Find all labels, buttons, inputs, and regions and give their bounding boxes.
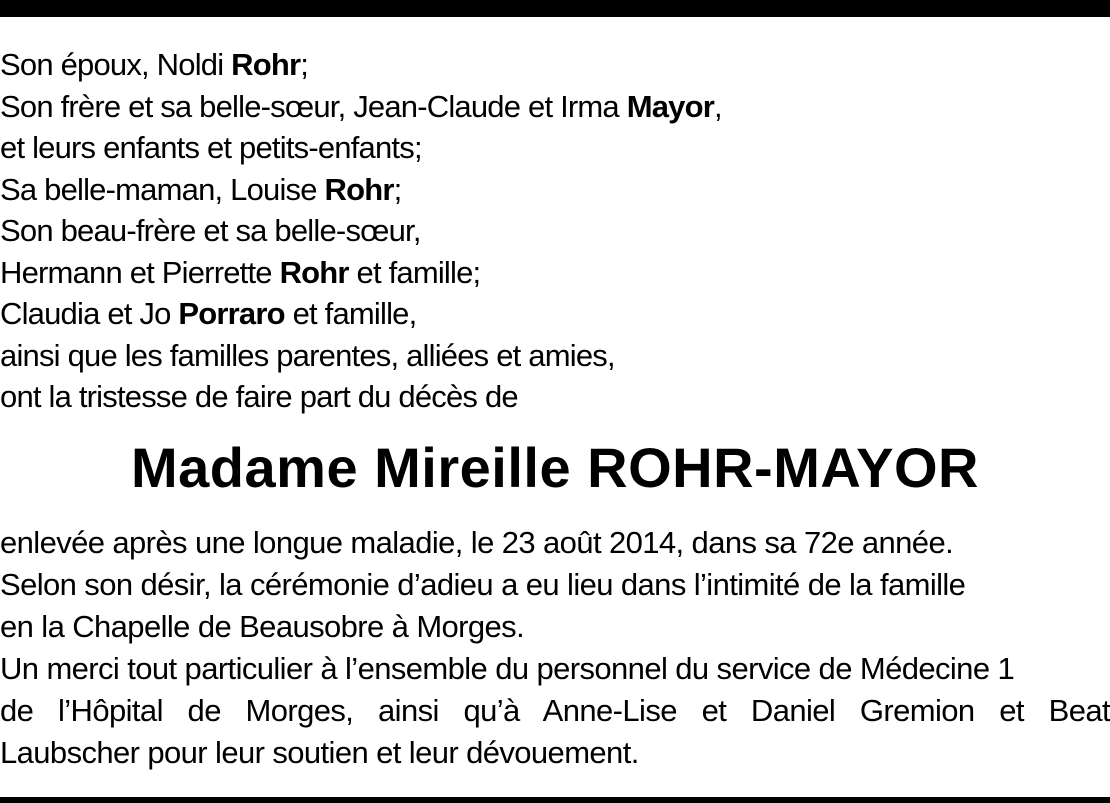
body-line: Un merci tout particulier à l’ensemble du personnel du service de Médecine 1	[0, 651, 1015, 686]
family-line-text: ainsi que les familles parentes, alliées et amies,	[0, 337, 615, 373]
family-line-suffix: et famille;	[348, 254, 481, 290]
body-line: Laubscher pour leur soutien et leur dévouement.	[0, 735, 639, 770]
family-line-suffix: et famille,	[284, 296, 417, 331]
family-line-text: Hermann et Pierrette	[0, 254, 280, 290]
family-line	[0, 169, 1110, 211]
deceased-name: Madame Mireille ROHR-MAYOR	[131, 436, 979, 499]
family-line-text: Son frère et sa belle-sœur, Jean-Claude et Irma	[0, 88, 627, 124]
family-line	[0, 86, 1110, 128]
family-line-suffix: ;	[300, 47, 309, 82]
announcement-body	[0, 522, 1110, 774]
family-line-text: Claudia et Jo	[0, 296, 179, 331]
family-surname: Porraro	[178, 296, 285, 331]
family-line	[0, 376, 1110, 418]
family-surname: Rohr	[324, 171, 394, 207]
family-surname: Rohr	[279, 254, 349, 290]
body-line: enlevée après une longue maladie, le 23 août 2014, dans sa 72e année.	[0, 525, 954, 560]
family-surname: Mayor	[626, 88, 714, 124]
family-line	[0, 44, 1110, 86]
family-line	[0, 127, 1110, 169]
family-line-text: et leurs enfants et petits-enfants;	[0, 130, 422, 165]
family-line-suffix: ,	[714, 88, 722, 124]
body-line: Selon son désir, la cérémonie d’adieu a eu lieu dans l’intimité de la famille	[0, 567, 966, 602]
family-list	[0, 44, 1110, 418]
family-surname: Rohr	[231, 47, 301, 82]
family-line-text: Son beau-frère et sa belle-sœur,	[0, 213, 421, 248]
family-line	[0, 252, 1110, 294]
family-line-text: Sa belle-maman, Louise	[0, 171, 325, 207]
family-line-suffix: ;	[393, 171, 402, 207]
body-line: en la Chapelle de Beausobre à Morges.	[0, 609, 525, 644]
family-line	[0, 335, 1110, 377]
family-line	[0, 293, 1110, 335]
top-rule	[0, 0, 1110, 17]
family-line-text: Son époux, Noldi	[0, 47, 232, 82]
family-line-text: ont la tristesse de faire part du décès de	[0, 379, 518, 414]
bottom-rule	[0, 797, 1110, 803]
body-line: de l’Hôpital de Morges, ainsi qu’à Anne-Lise et Daniel Gremion et Beat	[0, 693, 1110, 728]
family-line	[0, 210, 1110, 252]
